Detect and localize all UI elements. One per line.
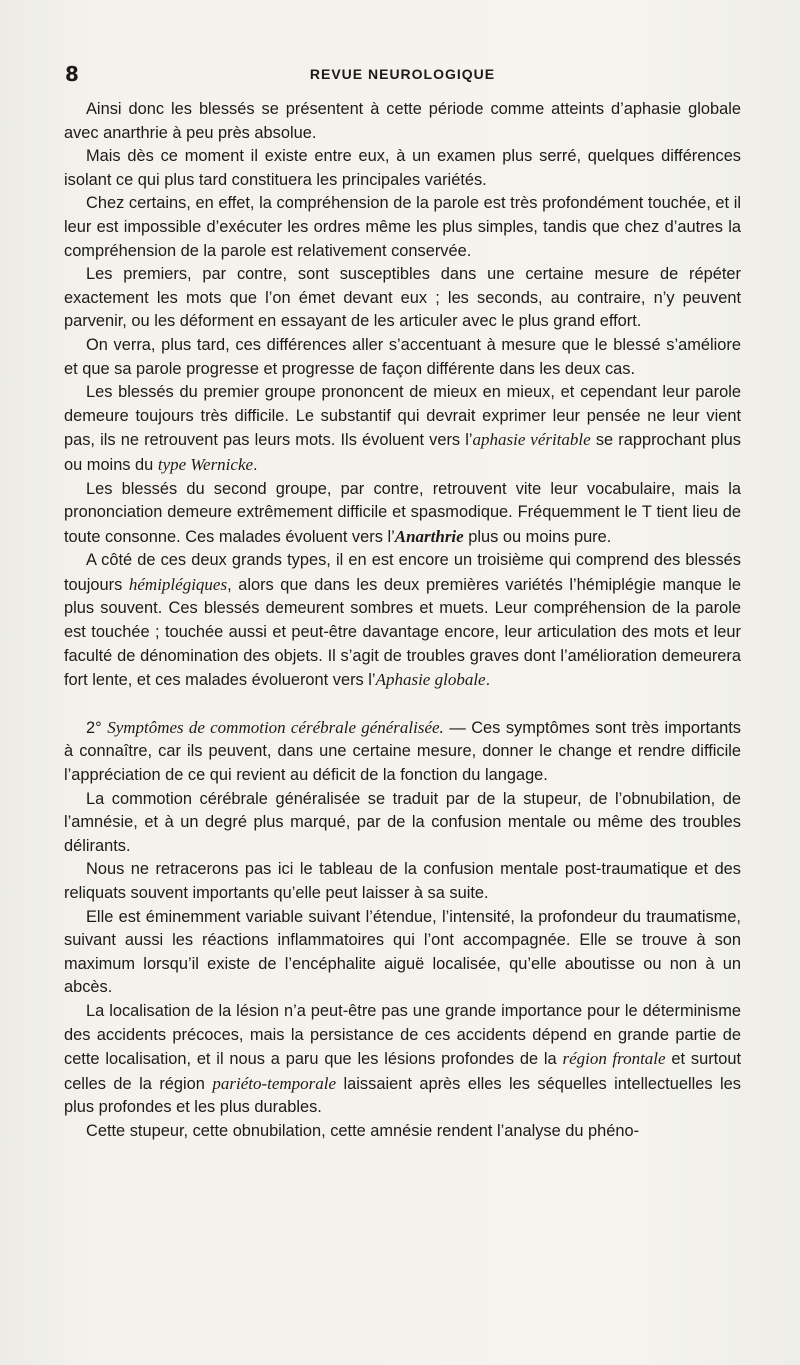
- text-run: et surtout celles de la région: [64, 1050, 741, 1093]
- text-run: A côté de ces deux grands types, il en est encore un troisième qui comprend des blessés toujours: [64, 551, 741, 594]
- paragraph: [64, 478, 741, 550]
- text-run: La localisation de la lésion n’a peut-être pas une grande importance pour le déterminisme des accidents précoces, mais la persistance de ces accidents dépend en grande partie de cette localisation, et il nous a paru que les lésions profondes de la: [64, 1001, 741, 1069]
- emphasis: région frontale: [562, 1049, 666, 1069]
- paragraph: La commotion cérébrale généralisée se traduit par de la stupeur, de l’obnubilation, de l’amnésie, et à un degré plus marqué, par de la confusion mentale ou même des troubles délirants.: [64, 789, 741, 855]
- section-paragraph: [64, 716, 741, 788]
- page-header: [65, 62, 740, 86]
- text-run: laissaient après elles les séquelles intellectuelles les plus profondes et les plus durables.: [64, 1074, 741, 1117]
- emphasis: type Wernicke: [157, 454, 254, 474]
- text-run: .: [485, 671, 491, 690]
- text-run: plus ou moins pure.: [463, 527, 612, 546]
- paragraph: [64, 1000, 741, 1120]
- paragraph: On verra, plus tard, ces différences aller s’accentuant à mesure que le blessé s’améliore et que sa parole progresse et progresse de façon différente dans les deux cas.: [64, 335, 741, 378]
- emphasis: Aphasie globale: [375, 670, 486, 690]
- paragraph: [64, 549, 741, 693]
- body-text: [64, 98, 741, 1144]
- text-run: 2°: [86, 718, 108, 737]
- paragraph: Les premiers, par contre, sont susceptibles dans une certaine mesure de répéter exactement les mots que l’on émet devant eux ; les seconds, au contraire, n’y peuvent parvenir, ou les déforment en essayant de les articuler avec le plus grand effort.: [64, 265, 741, 331]
- paragraph: Chez certains, en effet, la compréhension de la parole est très profondément touchée, et il leur est impossible d’exécuter les ordres même les plus simples, tandis que chez d’autres la compréhension de la parole est relativement conservée.: [64, 194, 741, 260]
- paragraph: Ainsi donc les blessés se présentent à cette période comme atteints d’aphasie globale avec anarthrie à peu près absolue.: [64, 100, 741, 142]
- text-run: , alors que dans les deux premières variétés l’hémiplégie manque le plus souvent. Ces blessés demeurent sombres et muets. Leur compréhension de la parole est touchée ; touchée aussi et peut-être davantage encore, leur articulation des mots et leur faculté de dénomination des objets. Il s’agit de troubles graves dont l’amélioration demeurera fort lente, et ces malades évolueront vers l’: [64, 575, 742, 690]
- page-number: 8: [65, 62, 79, 86]
- text-run: se rapprochant plus ou moins du: [64, 431, 741, 474]
- paragraph: Mais dès ce moment il existe entre eux, à un examen plus serré, quelques différences isolant ce qui plus tard constituera les principales variétés.: [64, 147, 741, 189]
- paragraph: [64, 381, 741, 477]
- text-run: — Ces symptômes sont très importants à connaître, car ils peuvent, dans une certaine mesure, donner le change et rendre difficile l’appréciation de ce qui revient au déficit de la fonction du langage.: [64, 718, 741, 785]
- emphasis: pariéto-temporale: [212, 1073, 337, 1093]
- section-heading: Symptômes de commotion cérébrale généralisée.: [107, 717, 444, 737]
- running-head: REVUE NEUROLOGIQUE: [309, 66, 496, 82]
- emphasis: Anarthrie: [394, 526, 464, 546]
- paragraph: Elle est éminemment variable suivant l’étendue, l’intensité, la profondeur du traumatisme, suivant aussi les réactions inflammatoires qui l’ont accompagnée. Elle se trouve à son maximum lorsqu’il existe de l’encéphalite aiguë localisée, qu’elle aboutisse ou non à un abcès.: [64, 907, 741, 997]
- text-run: Les blessés du second groupe, par contre, retrouvent vite leur vocabulaire, mais la prononciation demeure extrêmement difficile et spasmodique. Fréquemment le T tient lieu de toute consonne. Ces malades évoluent vers l’: [64, 479, 741, 546]
- text-run: Les blessés du premier groupe prononcent de mieux en mieux, et cependant leur parole demeure toujours très difficile. Le substantif qui devrait exprimer leur pensée ne leur vient pas, ils ne retrouvent pas leurs mots. Ils évoluent vers l’: [64, 383, 741, 450]
- text-run: .: [253, 455, 258, 474]
- emphasis: hémiplégiques: [128, 574, 228, 594]
- paragraph: Nous ne retracerons pas ici le tableau de la confusion mentale post-traumatique et des reliquats souvent importants qu’elle peut laisser à sa suite.: [64, 860, 741, 902]
- emphasis: aphasie véritable: [472, 430, 591, 450]
- paragraph: Cette stupeur, cette obnubilation, cette amnésie rendent l’analyse du phéno-: [86, 1121, 640, 1140]
